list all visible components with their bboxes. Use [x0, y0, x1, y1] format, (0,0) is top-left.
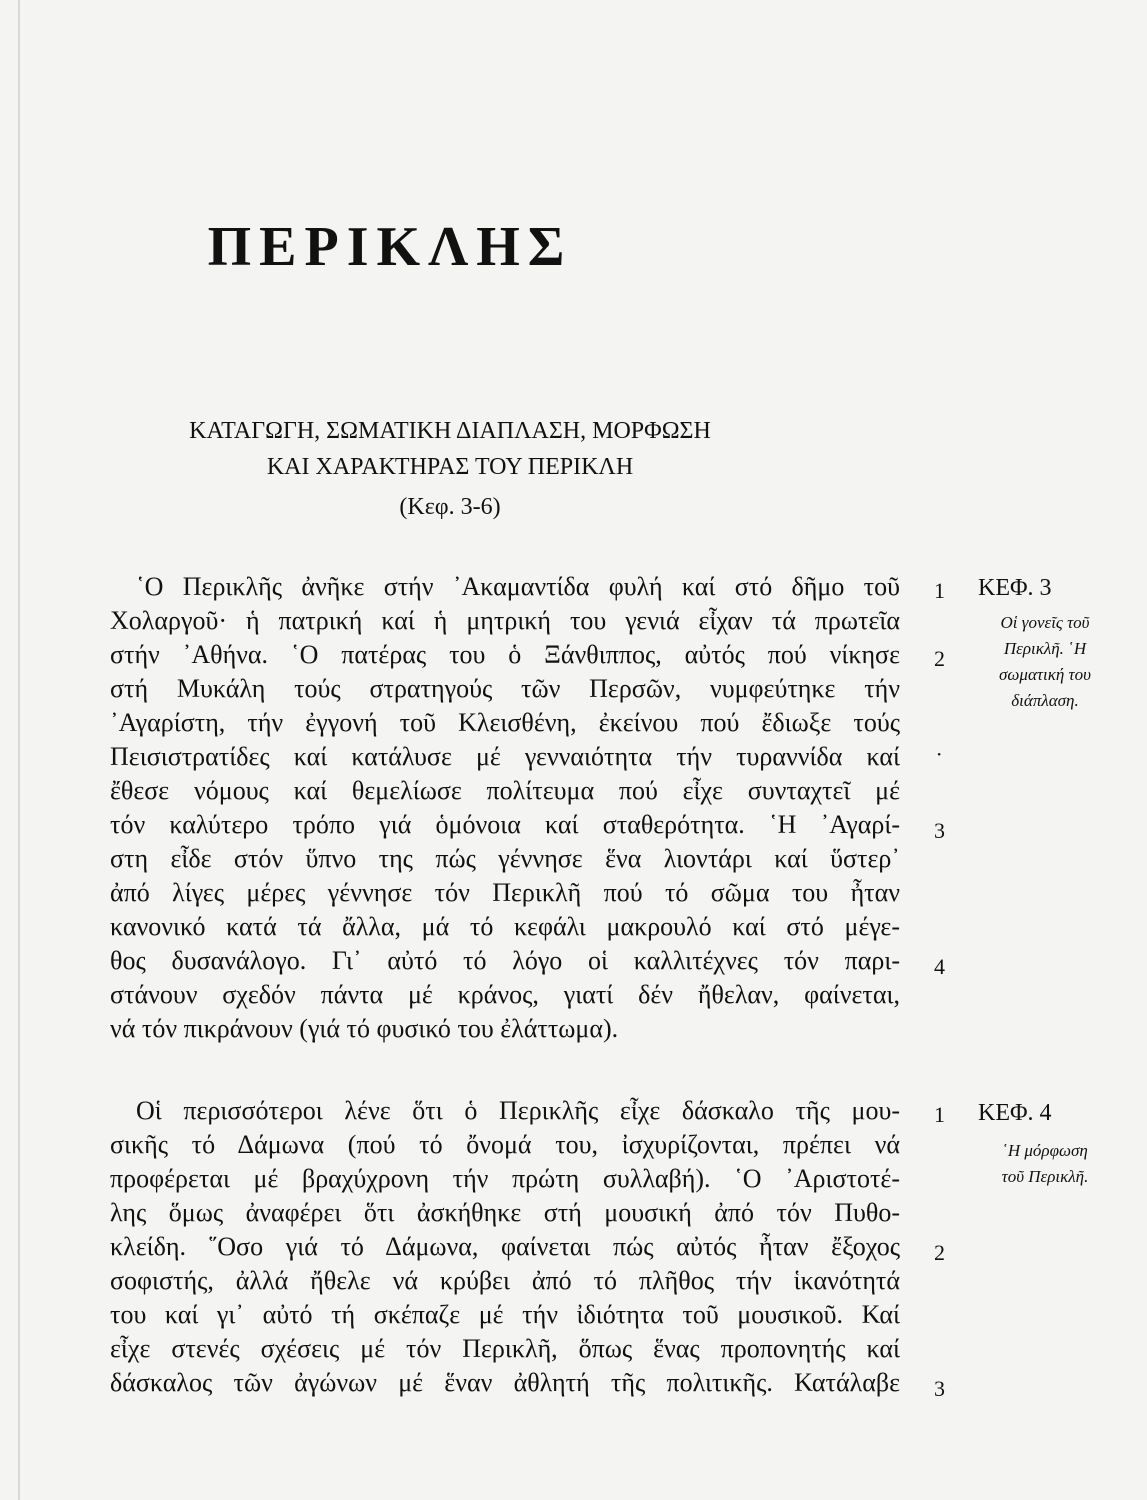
text-line: Χολαργοῦ· ἡ πατρική καί ἡ μητρική του γενιά εἶχαν τά πρωτεῖα — [110, 606, 900, 635]
text-line: εἶχε στενές σχέσεις μέ τόν Περικλῆ, ὅπως ἕνας προπονητής καί — [110, 1334, 900, 1363]
text-line: σικῆς τό Δάμωνα (πού τό ὄνομά του, ἰσχυρίζονται, πρέπει νά — [110, 1130, 900, 1159]
text-line: σοφιστής, ἀλλά ἤθελε νά κρύβει ἀπό τό πλῆθος τήν ἱκανότητά — [110, 1266, 900, 1295]
text-line: προφέρεται μέ βραχύχρονη τήν πρώτη συλλαβή). ῾Ο ᾿Αριστοτέ- — [110, 1164, 900, 1193]
text-line: λης ὅμως ἀναφέρει ὅτι ἀσκήθηκε στή μουσική ἀπό τόν Πυθο- — [110, 1198, 900, 1227]
text-line: δάσκαλος τῶν ἀγώνων μέ ἕναν ἀθλητή τῆς πολιτικῆς. Κατάλαβε — [110, 1368, 900, 1397]
margin-note-line: Οἱ γονεῖς τοῦ — [1000, 613, 1090, 632]
margin-chapter-3-heading: ΚΕΦ. 3 — [978, 575, 1052, 601]
margin-note-line: σωματική του — [999, 665, 1091, 684]
text-line: στη εἶδε στόν ὕπνο της πώς γέννησε ἕνα λιοντάρι καί ὕστερ᾿ — [110, 844, 900, 873]
text-line: νά τόν πικράνουν (γιά τό φυσικό του ἐλάττωμα). — [110, 1014, 619, 1043]
text-line: τόν καλύτερο τρόπο γιά ὁμόνοια καί σταθερότητα. ῾Η ᾿Αγαρί- — [110, 810, 900, 839]
text-line: κλείδη. ῞Οσο γιά τό Δάμωνα, φαίνεται πώς αὐτός ἦταν ἔξοχος — [110, 1232, 900, 1261]
text-line: ἀπό λίγες μέρες γέννησε τόν Περικλῆ πού τό σῶμα του ἦταν — [110, 878, 900, 907]
margin-chapter-4-heading: ΚΕΦ. 4 — [978, 1100, 1052, 1126]
margin-dot: · — [936, 742, 943, 766]
text-line: ἔθεσε νόμους καί θεμελίωσε πολίτευμα πού εἶχε συνταχτεῖ μέ — [110, 776, 900, 805]
margin-note-line: Περικλῆ. ῾Η — [1003, 639, 1087, 658]
text-line: ῾Ο Περικλῆς ἀνῆκε στήν ᾿Ακαμαντίδα φυλή καί στό δῆμο τοῦ — [136, 572, 900, 601]
margin-chapter-3-note — [970, 610, 1120, 714]
line-number: 2 — [934, 1240, 945, 1265]
text-line: του καί γι᾿ αὐτό τή σκέπαζε μέ τήν ἰδιότητα τοῦ μουσικοῦ. Καί — [110, 1300, 900, 1329]
section-heading-line-1: ΚΑΤΑΓΩΓΗ, ΣΩΜΑΤΙΚΗ ΔΙΑΠΛΑΣΗ, ΜΟΡΦΩΣΗ — [189, 418, 711, 444]
text-line: κανονικό κατά τά ἄλλα, μά τό κεφάλι μακρουλό καί στό μέγε- — [110, 912, 900, 941]
text-line: θος δυσανάλογο. Γι᾿ αὐτό τό λόγο οἱ καλλιτέχνες τόν παρι- — [110, 946, 900, 975]
line-number: 2 — [934, 646, 945, 671]
text-line: Οἱ περισσότεροι λένε ὅτι ὁ Περικλῆς εἶχε δάσκαλο τῆς μου- — [136, 1096, 900, 1125]
text-line: στάνουν σχεδόν πάντα μέ κράνος, γιατί δέν ἤθελαν, φαίνεται, — [110, 980, 900, 1009]
line-number: 4 — [934, 954, 945, 979]
margin-chapter-4-note — [970, 1138, 1120, 1190]
line-number: 1 — [934, 1102, 945, 1127]
margin-note-line: τοῦ Περικλῆ. — [1001, 1167, 1089, 1186]
text-line: ᾿Αγαρίστη, τήν ἐγγονή τοῦ Κλεισθένη, ἐκείνου πού ἔδιωξε τούς — [110, 708, 900, 737]
line-number: 1 — [934, 578, 945, 603]
section-heading-line-2: ΚΑΙ ΧΑΡΑΚΤΗΡΑΣ ΤΟΥ ΠΕΡΙΚΛΗ — [266, 454, 634, 480]
line-number: 3 — [934, 818, 945, 843]
line-number: 3 — [934, 1376, 945, 1401]
text-line: στήν ᾿Αθήνα. ῾Ο πατέρας του ὁ Ξάνθιππος, αὐτός πού νίκησε — [110, 640, 900, 669]
text-line: στή Μυκάλη τούς στρατηγούς τῶν Περσῶν, νυμφεύτηκε τήν — [110, 674, 900, 703]
text-line: Πεισιστρατίδες καί κατάλυσε μέ γενναιότητα τήν τυραννίδα καί — [110, 742, 900, 771]
section-chapters: (Κεφ. 3-6) — [399, 494, 501, 520]
page-title: ΠΕΡΙΚΛΗΣ — [207, 216, 573, 278]
margin-note-line: διάπλαση. — [1011, 691, 1079, 710]
margin-note-line: ῾Η μόρφωση — [1002, 1141, 1088, 1160]
